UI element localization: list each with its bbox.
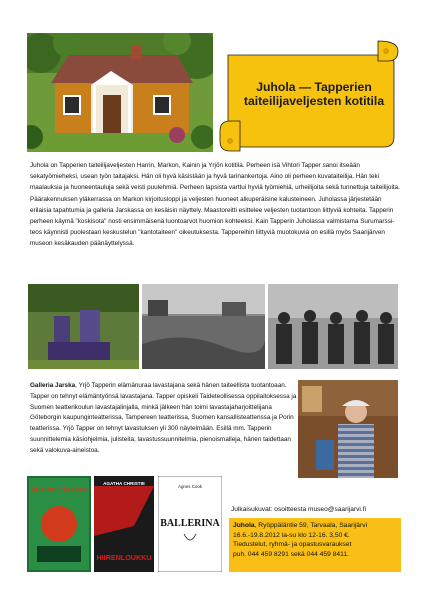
poster-ballerina: [158, 476, 222, 572]
info-line-3: Tiedustelut, ryhmä- ja opastusvaraukset: [233, 541, 352, 549]
info-name: Juhola: [233, 522, 255, 529]
intro-paragraph: Juhola on Tapperien taiteilijaveljesten Harrin, Markon, Kainin ja Yrjön kotitila. Perheen isä Vihtori Tapper sanoi itseään sekatyömieheksi, usean työn taitajaksi. Hän oli hyvä käsistään ja hyvä tarinankertoja. Aino oli perheen kuvataiteilija. Hän teki maalauksia ja huoneentauluja sekä veisti puulehmiä. Perheen lapsista varttui hyviä työmiehiä, urheilijoita sekä tunnettuja taiteilijoita. Päärakennuksen yläkerrassa on Markon kirjoitusloppi ja veljesten huoneet alkuperäisine kalusteineen. Juholassa järjestetään erilaisia tapahtumia ja galleria Jarskassa on kesäisin näyttely. Maastoreitti esittelee veljesten tuotantoon liittyviä kohteita. Tapperin perheen käymä "koskisota" nosti ensimmäisenä luontoarvot huomion kohteeksi. Kain Tapperin Juholassa valmistama Surumarssi-teos käynnisti puolestaan keskustelun "kantotaiteen" oikeutuksesta. Tappereihin liittyviä muotokuvia on esillä myös Saarijärven museon kesäkauden päänäyttelyssä.: [30, 162, 400, 248]
page-title: Juhola — Tapperien taiteilijaveljesten kotitila: [243, 80, 385, 108]
brothers-photo: [268, 284, 398, 369]
painter-photo: [298, 380, 398, 478]
poster-2-author: AGATHA CHRISTIE: [103, 481, 145, 486]
gallery-name: Galleria Jarska: [30, 382, 76, 389]
poster-1-title: KOTINETTELOITA: [31, 487, 87, 494]
info-line-4: puh. 044 459 8291 sekä 044 459 8411.: [233, 550, 349, 558]
poster-3-title: BALLERINA: [160, 518, 220, 529]
poster-hiirenloukku: [94, 476, 154, 572]
info-line-2: 16.6.-19.8.2012 la-su klo 12-16. 3,50 €.: [233, 531, 350, 539]
info-address: , Ryöppäläntie 59, Tarvaala, Saarijärvi: [254, 522, 368, 529]
photo-credit: Julkaisukuvat: osoitteesta museo@saarijarvi.fi: [231, 506, 366, 513]
house-photo: [27, 33, 213, 152]
info-box: [229, 518, 401, 572]
poster-kotinetteloita: [27, 476, 91, 572]
poster-3-author: Agnes Cook: [178, 484, 202, 489]
old-yard-photo: [142, 284, 265, 369]
sculpture-photo: [28, 284, 139, 369]
gallery-paragraph: [30, 381, 298, 457]
gallery-body: , Yrjö Tapperin elämänuraa lavastajana sekä hänen taiteellista tuotantoaan. Tapper on tehnyt elämäntyönsä lavastajana. Tapper opiskeli Taideteollisessa oppilaitoksessa ja Suomen teatterikoulun lavastajalinjalla, minkä jälkeen hän toimi lavastajaharjoittelijana Göteborgin kaupunginteatterissa, Tampereen teatterissa, Suomen kansallisteatterissa ja Porin teatterissa. Yrjö Tapper on tehnyt lavastuksen yli 300 näytelmään. Esillä mm. Tapperin suunnittelemia käsiohjelmia, julisteita, lavastussuunnitelmia, pienoismalleja, hänen taidettaan sekä valokuva-aineistoa.: [30, 382, 297, 454]
poster-2-title: HIIRENLOUKKU: [96, 553, 152, 562]
